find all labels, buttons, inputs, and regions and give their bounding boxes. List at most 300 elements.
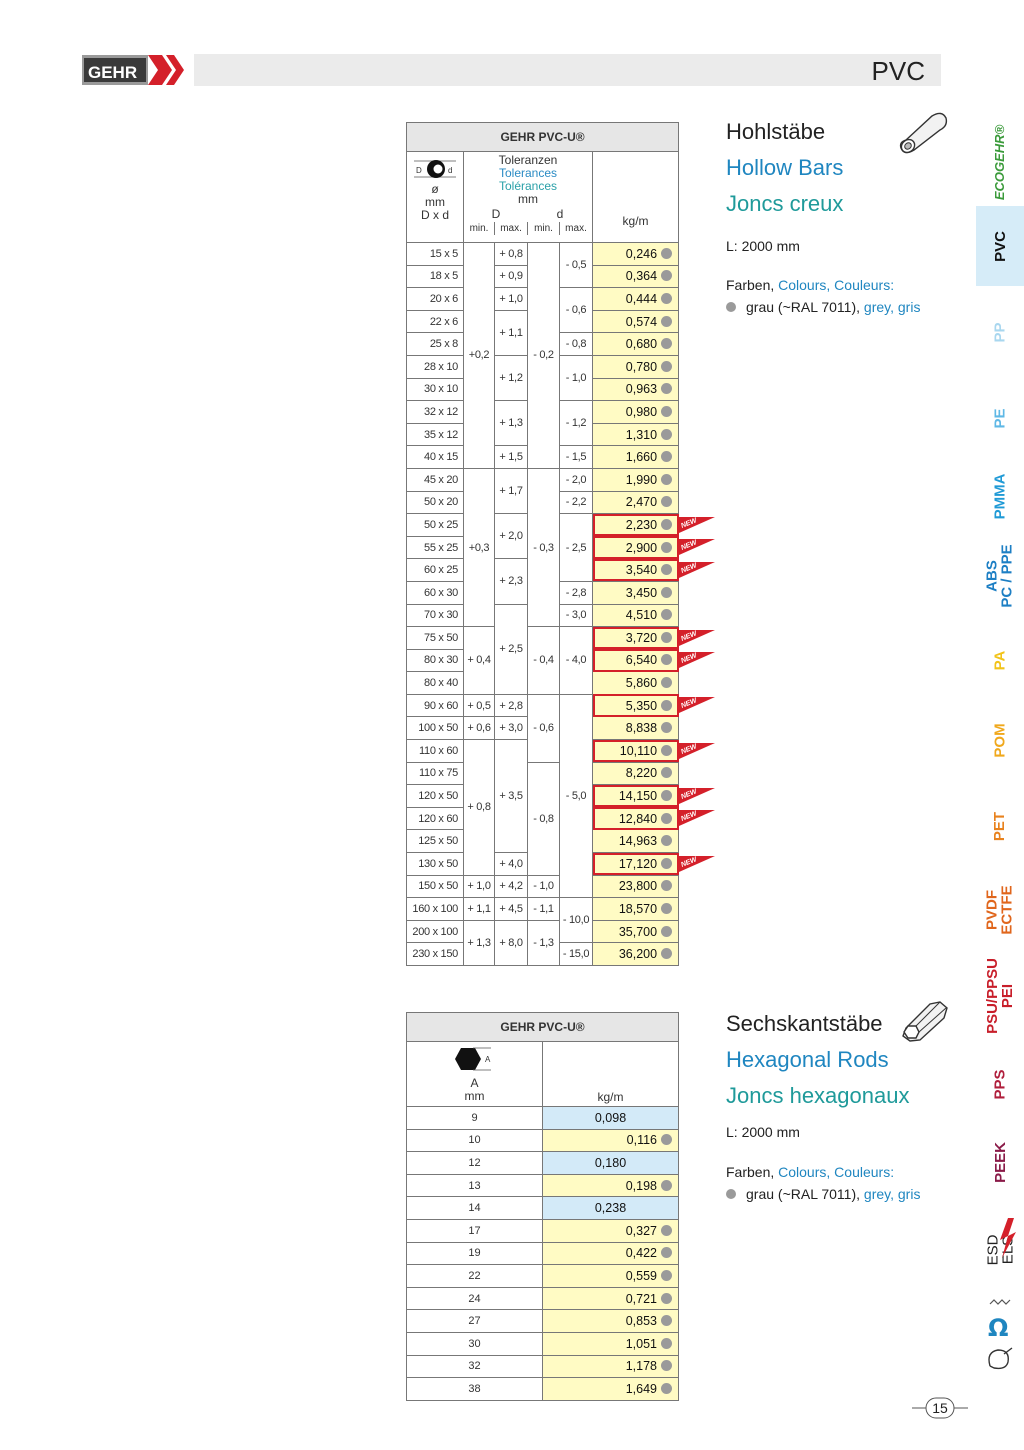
tolerance-Dmin-cell: + 0,8 — [464, 740, 495, 876]
tolerance-Dmin-cell: + 0,6 — [464, 717, 495, 740]
diameter-symbol: ø — [431, 182, 439, 196]
new-badge — [679, 808, 715, 826]
grey-colour-dot — [661, 722, 672, 733]
tolerance-Dmax-cell: + 3,0 — [495, 717, 528, 740]
tolerance-dmax-cell: - 0,5 — [560, 243, 593, 288]
grey-colour-dot — [661, 383, 672, 394]
weight-cell — [593, 559, 679, 582]
sidebar-item-pps[interactable] — [976, 1044, 1024, 1124]
tolerance-header — [464, 152, 593, 243]
weight-value: 35,700 — [618, 924, 658, 939]
hollow-bar-icon — [898, 110, 950, 154]
tolerance-Dmax-cell: + 1,3 — [495, 401, 528, 446]
weight-value: 14,150 — [618, 789, 658, 804]
weight-value: 8,220 — [625, 766, 658, 781]
logo-text: GEHR — [88, 63, 138, 82]
dimension-cell: 80 x 30 — [407, 649, 464, 672]
weight-cell — [593, 378, 679, 401]
weight-cell — [593, 853, 679, 876]
tolerance-dmin-cell: - 1,0 — [528, 875, 560, 898]
grey-colour-dot — [661, 1134, 672, 1145]
new-label: NEW — [680, 787, 698, 801]
dimension-cell: 70 x 30 — [407, 604, 464, 627]
weight-value: 1,310 — [625, 427, 658, 442]
grey-colour-dot — [661, 790, 672, 801]
sidebar-item-label: PET — [991, 811, 1009, 841]
weight-cell — [593, 491, 679, 514]
hex-size-cell: 22 — [407, 1265, 543, 1288]
sidebar-item-pp[interactable] — [976, 292, 1024, 372]
tolerance-Dmax-cell: + 4,2 — [495, 875, 528, 898]
dimension-cell: 80 x 40 — [407, 672, 464, 695]
tol-de: Toleranzen — [498, 153, 558, 167]
sidebar-item-label: PMMA — [991, 473, 1009, 519]
weight-value: 1,051 — [625, 1336, 657, 1351]
weight-cell — [593, 898, 679, 921]
tolerance-Dmin-cell: + 1,0 — [464, 875, 495, 898]
sidebar-item-label: PPS — [991, 1068, 1009, 1100]
weight-cell — [593, 243, 679, 266]
new-label: NEW — [680, 742, 698, 756]
hex-colour-grey: grau (~RAL 7011), grey, gris — [726, 1186, 920, 1202]
tolerance-Dmin-cell: + 0,5 — [464, 694, 495, 717]
new-label: NEW — [680, 697, 698, 711]
weight-value: 1,178 — [625, 1359, 657, 1374]
grey-colour-dot — [661, 406, 672, 417]
weight-value: 8,838 — [625, 721, 658, 736]
tolerance-Dmax-cell: + 4,0 — [495, 853, 528, 876]
weight-value: 0,574 — [625, 314, 658, 329]
dimension-cell: 120 x 50 — [407, 785, 464, 808]
hollow-colours-label: Farben, Colours, Couleurs: — [726, 277, 895, 293]
weight-cell — [593, 536, 679, 559]
tolerance-Dmin-cell: +0,3 — [464, 468, 495, 626]
hex-size-cell: 12 — [407, 1152, 543, 1175]
weight-value: 3,720 — [625, 630, 658, 645]
sidebar-item-pvc[interactable] — [976, 206, 1024, 286]
table-row — [407, 694, 679, 717]
tolerance-Dmin-cell: + 1,1 — [464, 898, 495, 921]
grey-colour-dot — [661, 654, 672, 665]
dimension-cell: 100 x 50 — [407, 717, 464, 740]
new-label: NEW — [680, 539, 698, 553]
weight-cell — [593, 310, 679, 333]
table-row — [407, 627, 679, 650]
grey-colour-dot — [661, 609, 672, 620]
hex-title-de: Sechskantstäbe — [726, 1011, 883, 1036]
grey-colour-dot — [661, 1225, 672, 1236]
dimension-cell: 22 x 6 — [407, 310, 464, 333]
weight-cell — [593, 875, 679, 898]
tolerance-dmin-cell: - 1,3 — [528, 920, 560, 965]
weight-value: 0,422 — [625, 1246, 657, 1261]
dimension-cell: 45 x 20 — [407, 468, 464, 491]
tolerance-dmax-cell: - 1,2 — [560, 401, 593, 446]
dimension-cell: 28 x 10 — [407, 355, 464, 378]
hex-weight-cell — [543, 1174, 679, 1197]
tolerance-dmax-cell: - 2,0 — [560, 468, 593, 491]
sidebar-item-label-2: ELS — [999, 1235, 1016, 1265]
hollow-section-title — [726, 114, 843, 222]
grey-colour-dot — [661, 1247, 672, 1258]
hex-weight-cell — [543, 1265, 679, 1288]
grey-colour-dot — [661, 293, 672, 304]
table-row — [407, 1152, 679, 1175]
hex-weight-cell — [543, 1378, 679, 1401]
dimension-cell: 40 x 15 — [407, 446, 464, 469]
sidebar-item-pvdf[interactable] — [976, 870, 1024, 950]
table-row — [407, 1378, 679, 1401]
sidebar-item-peek[interactable] — [976, 1122, 1024, 1202]
page-number-badge — [912, 1397, 968, 1419]
sidebar-item-pom[interactable] — [976, 696, 1024, 784]
table-row — [407, 762, 679, 785]
weight-value: 0,963 — [625, 382, 658, 397]
weight-value: 0,116 — [626, 1133, 657, 1148]
weight-cell — [593, 423, 679, 446]
sidebar-item-pa[interactable] — [976, 620, 1024, 700]
D-max-label: max. — [495, 222, 528, 235]
hex-weight-cell: 0,098 — [543, 1107, 679, 1130]
grey-colour-dot — [661, 858, 672, 869]
sidebar-item-pet[interactable] — [976, 786, 1024, 866]
hex-weight-cell — [543, 1332, 679, 1355]
hex-kgm-header: kg/m — [543, 1042, 679, 1107]
material-sidebar — [976, 100, 1024, 1380]
sidebar-item-pe[interactable] — [976, 378, 1024, 458]
dimension-cell: 50 x 20 — [407, 491, 464, 514]
dimension-cell: 230 x 150 — [407, 943, 464, 966]
page-number: 15 — [932, 1400, 948, 1416]
tolerance-Dmax-cell: + 0,8 — [495, 243, 528, 266]
dimension-cell: 90 x 60 — [407, 694, 464, 717]
table-row — [407, 1174, 679, 1197]
hex-weight-cell — [543, 1242, 679, 1265]
table-row — [407, 1242, 679, 1265]
tolerance-Dmax-cell: + 8,0 — [495, 920, 528, 965]
dim-label: D x d — [420, 208, 449, 222]
weight-value: 0,444 — [625, 291, 658, 306]
sidebar-item-label: ECOGEHR® — [992, 124, 1008, 200]
weight-cell — [593, 920, 679, 943]
table-row — [407, 1287, 679, 1310]
weight-value: 2,470 — [625, 495, 658, 510]
sidebar-item-label: PVC — [991, 230, 1009, 262]
new-badge — [679, 741, 715, 759]
weight-cell — [593, 355, 679, 378]
weight-cell — [593, 740, 679, 763]
hex-weight-cell: 0,238 — [543, 1197, 679, 1220]
tol-D: D — [491, 207, 501, 221]
sidebar-item-label-2: ECTFE — [999, 885, 1017, 935]
dimension-cell: 160 x 100 — [407, 898, 464, 921]
weight-cell — [593, 830, 679, 853]
dim-unit: mm — [425, 195, 445, 209]
title-en: Hollow Bars — [726, 155, 844, 180]
table-row — [407, 1219, 679, 1242]
title-de: Hohlstäbe — [726, 119, 826, 144]
tolerance-dmax-cell: - 10,0 — [560, 898, 593, 943]
tolerance-Dmax-cell: + 1,5 — [495, 446, 528, 469]
tolerance-dmax-cell: - 2,5 — [560, 514, 593, 582]
weight-cell — [593, 807, 679, 830]
new-label: NEW — [680, 562, 698, 575]
tol-mm: mm — [518, 192, 538, 206]
header-bar — [194, 54, 941, 86]
grey-colour-dot — [661, 1293, 672, 1304]
table-row — [407, 1355, 679, 1378]
dimension-cell: 55 x 25 — [407, 536, 464, 559]
weight-cell — [593, 717, 679, 740]
grey-colour-dot — [661, 587, 672, 598]
gehr-logo — [82, 53, 186, 87]
weight-value: 3,450 — [625, 585, 658, 600]
grey-colour-dot — [661, 700, 672, 711]
tolerance-Dmax-cell: + 1,2 — [495, 355, 528, 400]
new-badge — [679, 854, 715, 872]
hex-weight-cell — [543, 1219, 679, 1242]
dimension-cell: 110 x 75 — [407, 762, 464, 785]
weight-cell — [593, 943, 679, 966]
new-badge — [679, 695, 715, 713]
grey-colour-dot — [661, 880, 672, 891]
grey-colour-dot — [661, 1180, 672, 1191]
new-badge — [679, 560, 715, 578]
hollow-bars-table — [406, 122, 679, 966]
grey-colour-dot — [661, 1360, 672, 1371]
D-min-label: min. — [464, 222, 495, 235]
hex-table-title: GEHR PVC-U® — [407, 1013, 679, 1042]
weight-value: 1,660 — [625, 450, 658, 465]
grey-colour-dot — [661, 270, 672, 281]
new-badge — [679, 515, 715, 533]
sidebar-item-psu-ppsu[interactable] — [976, 952, 1024, 1040]
tolerance-dmax-cell: - 4,0 — [560, 627, 593, 695]
sidebar-item-label: PA — [991, 650, 1009, 670]
table-row — [407, 243, 679, 266]
grey-colour-dot — [661, 926, 672, 937]
dimension-cell: 60 x 25 — [407, 559, 464, 582]
hexagon-icon — [445, 1044, 505, 1074]
grey-colour-dot — [661, 519, 672, 530]
hexagonal-rods-table — [406, 1012, 679, 1401]
weight-value: 2,230 — [625, 517, 658, 532]
grey-colour-dot — [661, 1338, 672, 1349]
tolerance-Dmax-cell: + 2,8 — [495, 694, 528, 717]
sidebar-item-ecogehr-[interactable] — [976, 122, 1024, 202]
weight-value: 0,721 — [625, 1291, 657, 1306]
weight-value: 5,860 — [625, 676, 658, 691]
grey-colour-dot — [661, 1383, 672, 1394]
weight-cell — [593, 514, 679, 537]
grey-colour-dot — [661, 632, 672, 643]
hollow-length: L: 2000 mm — [726, 238, 800, 254]
weight-value: 4,510 — [625, 608, 658, 623]
sidebar-item-label: PP — [991, 321, 1009, 343]
hex-size-cell: 38 — [407, 1378, 543, 1401]
weight-cell — [593, 694, 679, 717]
table-row — [407, 898, 679, 921]
weight-value: 0,246 — [625, 246, 658, 261]
grey-colour-dot — [661, 903, 672, 914]
grey-colour-dot — [661, 813, 672, 824]
weight-value: 6,540 — [625, 653, 658, 668]
sidebar-item-pmma[interactable] — [976, 456, 1024, 536]
dimension-cell: 75 x 50 — [407, 627, 464, 650]
hex-size-cell: 9 — [407, 1107, 543, 1130]
new-badge — [679, 537, 715, 555]
sidebar-item-label: PEEK — [991, 1141, 1009, 1183]
grey-colour-dot — [661, 338, 672, 349]
table-row — [407, 468, 679, 491]
tolerance-Dmax-cell: + 1,1 — [495, 310, 528, 355]
table-row — [407, 920, 679, 943]
tolerance-dmax-cell: - 0,8 — [560, 333, 593, 356]
grey-colour-dot — [661, 677, 672, 688]
sidebar-item-label: PVDF — [984, 889, 1002, 931]
hex-section-title — [726, 1006, 909, 1114]
dimension-cell: 25 x 8 — [407, 333, 464, 356]
dim-header — [407, 152, 464, 243]
table-row — [407, 1197, 679, 1220]
table-row — [407, 1332, 679, 1355]
sidebar-item-label-2: PEI — [999, 983, 1017, 1009]
hex-title-fr: Joncs hexagonaux — [726, 1083, 910, 1108]
grey-colour-dot — [661, 1270, 672, 1281]
hex-size-cell: 13 — [407, 1174, 543, 1197]
grey-colour-dot — [661, 948, 672, 959]
outer-diameter-label: D — [416, 166, 422, 175]
weight-cell — [593, 672, 679, 695]
tolerance-dmax-cell: - 2,8 — [560, 581, 593, 604]
weight-value: 14,963 — [618, 834, 658, 849]
grey-colour-dot — [661, 429, 672, 440]
hex-length: L: 2000 mm — [726, 1124, 800, 1140]
tolerance-Dmax-cell: + 2,0 — [495, 514, 528, 559]
grey-colour-dot — [661, 474, 672, 485]
tolerance-Dmin-cell: + 1,3 — [464, 920, 495, 965]
hex-rod-icon — [900, 998, 950, 1044]
tolerance-dmax-cell: - 0,6 — [560, 288, 593, 333]
tol-en: Tolerances — [498, 166, 558, 180]
weight-value: 23,800 — [618, 879, 658, 894]
sidebar-item-label: ABS — [984, 560, 1002, 592]
hex-icon-label: A — [484, 1055, 490, 1064]
weight-value: 18,570 — [618, 902, 658, 917]
tolerance-dmin-cell: - 0,4 — [528, 627, 560, 695]
grey-colour-dot — [661, 1315, 672, 1326]
tolerance-dmin-cell: - 0,2 — [528, 243, 560, 469]
tolerance-Dmax-cell: + 0,9 — [495, 265, 528, 288]
tolerance-dmax-cell: - 1,5 — [560, 446, 593, 469]
table-title: GEHR PVC-U® — [407, 123, 679, 152]
svg-text:Ω: Ω — [988, 1314, 1009, 1342]
new-badge — [679, 786, 715, 804]
hex-size-cell: 19 — [407, 1242, 543, 1265]
weight-value: 2,900 — [625, 540, 658, 555]
weight-value: 12,840 — [618, 811, 658, 826]
grey-colour-dot — [661, 564, 672, 575]
tolerance-dmin-cell: - 0,3 — [528, 468, 560, 626]
weight-value: 0,780 — [625, 359, 658, 374]
tolerance-dmax-cell: - 1,0 — [560, 355, 593, 400]
grey-colour-dot — [661, 745, 672, 756]
dimension-cell: 130 x 50 — [407, 853, 464, 876]
weight-value: 1,990 — [625, 472, 658, 487]
hex-A-label: A — [470, 1076, 479, 1090]
hex-weight-cell — [543, 1355, 679, 1378]
weight-value: 0,853 — [625, 1314, 657, 1329]
tolerance-Dmax-cell: + 1,7 — [495, 468, 528, 513]
weight-value: 3,540 — [625, 563, 658, 578]
table-row — [407, 1310, 679, 1333]
tolerance-Dmax-cell: + 4,5 — [495, 898, 528, 921]
hex-size-cell: 27 — [407, 1310, 543, 1333]
weight-cell — [593, 604, 679, 627]
grey-colour-dot — [661, 316, 672, 327]
tol-fr: Tolérances — [498, 179, 558, 193]
dimension-cell: 50 x 25 — [407, 514, 464, 537]
hex-size-cell: 24 — [407, 1287, 543, 1310]
new-badge — [679, 650, 715, 668]
tolerance-Dmax-cell: + 2,5 — [495, 604, 528, 694]
tolerance-dmin-cell: - 0,8 — [528, 762, 560, 875]
sidebar-item-label-2: PC / PPE — [999, 544, 1017, 608]
sidebar-item-abs[interactable] — [976, 532, 1024, 620]
tolerance-Dmin-cell: + 0,4 — [464, 627, 495, 695]
hex-title-en: Hexagonal Rods — [726, 1047, 889, 1072]
table-row — [407, 1129, 679, 1152]
weight-cell — [593, 288, 679, 311]
dimension-cell: 18 x 5 — [407, 265, 464, 288]
weight-cell — [593, 785, 679, 808]
tolerance-dmax-cell: - 2,2 — [560, 491, 593, 514]
weight-value: 10,110 — [619, 743, 658, 758]
weight-cell — [593, 581, 679, 604]
tolerance-dmin-cell: - 1,1 — [528, 898, 560, 921]
inner-diameter-label: d — [448, 166, 453, 175]
d-max-label: max. — [565, 223, 587, 234]
hex-weight-cell — [543, 1310, 679, 1333]
sidebar-item-label: PE — [991, 407, 1009, 429]
tolerance-Dmax-cell: + 1,0 — [495, 288, 528, 311]
hex-size-cell: 14 — [407, 1197, 543, 1220]
weight-cell — [593, 446, 679, 469]
hex-size-cell: 32 — [407, 1355, 543, 1378]
title-fr: Joncs creux — [726, 191, 844, 216]
sidebar-item-label: PSU/PPSU — [984, 958, 1002, 1034]
tolerance-Dmax-cell: + 3,5 — [495, 740, 528, 853]
dimension-cell: 35 x 12 — [407, 423, 464, 446]
grey-colour-dot — [661, 248, 672, 259]
weight-value: 36,200 — [618, 947, 658, 962]
weight-value: 0,198 — [625, 1178, 657, 1193]
grey-colour-dot — [661, 361, 672, 372]
dimension-cell: 60 x 30 — [407, 581, 464, 604]
dimension-cell: 120 x 60 — [407, 807, 464, 830]
weight-value: 5,350 — [625, 698, 658, 713]
weight-cell — [593, 468, 679, 491]
new-badge — [679, 628, 715, 646]
hex-size-cell: 30 — [407, 1332, 543, 1355]
weight-cell — [593, 401, 679, 424]
tol-d: d — [556, 207, 564, 221]
hex-weight-cell — [543, 1287, 679, 1310]
tolerance-dmax-cell: - 15,0 — [560, 943, 593, 966]
d-min-label: min. — [528, 222, 560, 235]
page-title: PVC — [871, 56, 925, 86]
new-label: NEW — [680, 516, 698, 530]
